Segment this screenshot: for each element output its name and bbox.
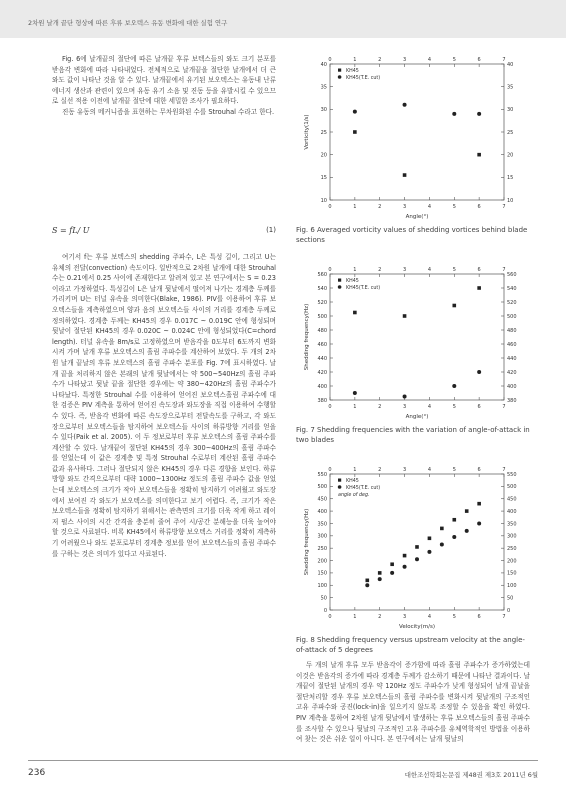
y-tick-label-right: 200	[507, 558, 517, 565]
data-point-square	[403, 554, 407, 558]
y-tick-label-right: 400	[507, 508, 517, 515]
y-tick-label-right: 550	[507, 471, 517, 478]
y-tick-label-right: 40	[507, 61, 514, 68]
y-tick-label: 500	[317, 484, 327, 491]
x-tick-label-top: 4	[427, 57, 432, 63]
x-tick-label: 0	[328, 204, 332, 210]
y-tick-label: 30	[320, 107, 327, 114]
y-tick-label: 400	[317, 508, 327, 515]
paragraph-1: Fig. 6에 날개끝의 절단에 따른 날개끝 후류 보텍스들의 와도 크기 분포를 받음각 변화에 따라 나타내었다. 전체적으로 날개끝을 절단한 날개에서 더 큰 와도 값이 나타난 것을 알 수 있다. 날개끝에서 유기된 보오텍스는 유동내 난류 에너지 생산과 관련이 있으며 유동 유기 소음 및 진동 등을 유발시킬 수 있으므로 실선 적용 이전에 날개끝 절단에 대한 세밀한 조사가 필요하다.	[52, 55, 276, 106]
y-tick-label-right: 380	[507, 397, 517, 404]
data-point-circle	[378, 577, 382, 581]
x-tick-label-top: 7	[502, 467, 506, 473]
x-tick-label: 1	[353, 204, 357, 210]
data-point-circle	[403, 395, 407, 399]
data-point-square	[477, 153, 481, 157]
y-tick-label: 10	[320, 197, 327, 204]
data-point-square	[415, 545, 419, 549]
y-tick-label: 560	[317, 271, 327, 278]
x-tick-label: 2	[378, 404, 382, 410]
y-tick-label: 400	[317, 383, 327, 390]
x-tick-label: 5	[452, 204, 456, 210]
legend-label: KH45(T.E. cut)	[346, 286, 381, 291]
page-number: 236	[28, 768, 46, 778]
y-tick-label: 100	[317, 583, 327, 590]
data-point-square	[365, 579, 369, 583]
x-tick-label: 6	[477, 404, 481, 410]
y-tick-label: 460	[317, 341, 327, 348]
y-tick-label: 550	[317, 471, 327, 478]
y-tick-label: 540	[317, 285, 327, 292]
legend-marker	[338, 75, 342, 79]
y-tick-label-right: 50	[507, 595, 514, 602]
legend-marker	[338, 285, 342, 289]
x-tick-label: 2	[378, 204, 382, 210]
y-tick-label-right: 560	[507, 271, 517, 278]
figure-7-caption: Fig. 7 Shedding frequencies with the variation of angle-of-attack in two blades	[296, 426, 530, 444]
left-column-top	[52, 54, 276, 118]
x-tick-label: 7	[502, 614, 506, 620]
data-point-square	[428, 536, 432, 540]
figure-7-chart	[300, 262, 524, 422]
y-tick-label: 450	[317, 496, 327, 503]
x-tick-label: 3	[402, 404, 407, 410]
data-point-square	[477, 286, 481, 290]
x-tick-label-top: 4	[427, 467, 432, 473]
x-tick-label-top: 3	[402, 467, 407, 473]
x-tick-label-top: 4	[427, 267, 432, 273]
x-tick-label-top: 0	[328, 57, 332, 63]
data-point-square	[465, 509, 469, 513]
data-point-circle	[427, 550, 431, 554]
y-tick-label: 440	[317, 355, 327, 362]
x-tick-label-top: 3	[402, 267, 407, 273]
y-tick-label-right: 20	[507, 152, 514, 159]
x-tick-label: 2	[378, 614, 382, 620]
y-tick-label: 380	[317, 397, 327, 404]
legend-label: KH45	[346, 479, 359, 484]
x-tick-label: 5	[452, 404, 456, 410]
data-point-circle	[403, 103, 407, 107]
equation-1	[52, 226, 276, 235]
y-tick-label: 350	[317, 521, 327, 528]
x-tick-label: 0	[328, 404, 332, 410]
legend-marker	[338, 279, 341, 282]
y-tick-label: 500	[317, 313, 327, 320]
x-tick-label-top: 2	[378, 267, 382, 273]
legend-label: KH45	[346, 69, 359, 74]
paragraph-2: 진동 유동의 메커니즘을 표현하는 무차원화된 수를 Strouhal 수라고 한다.	[62, 107, 275, 116]
y-tick-label-right: 400	[507, 383, 517, 390]
x-tick-label: 1	[353, 614, 357, 620]
data-point-circle	[353, 110, 357, 114]
x-tick-label: 3	[402, 614, 407, 620]
footer-divider	[28, 760, 538, 761]
data-point-circle	[477, 370, 481, 374]
y-tick-label: 50	[320, 595, 327, 602]
data-point-circle	[477, 521, 481, 525]
data-point-circle	[403, 565, 407, 569]
x-tick-label: 7	[502, 204, 506, 210]
data-point-circle	[365, 583, 369, 587]
plot-frame	[330, 274, 504, 400]
x-axis-label: Angle(°)	[405, 214, 429, 220]
legend-marker	[338, 479, 341, 482]
y-tick-label-right: 540	[507, 285, 517, 292]
data-point-square	[378, 571, 382, 575]
y-tick-label-right: 250	[507, 545, 517, 552]
running-header	[0, 0, 566, 38]
x-tick-label-top: 7	[502, 267, 506, 273]
x-tick-label-top: 5	[452, 267, 456, 273]
y-tick-label-right: 15	[507, 175, 514, 182]
data-point-square	[353, 130, 357, 134]
data-point-circle	[452, 112, 456, 116]
x-axis-label: Angle(°)	[405, 414, 429, 420]
x-tick-label: 7	[502, 404, 506, 410]
data-point-circle	[440, 542, 444, 546]
figure-6-chart	[300, 52, 524, 222]
x-tick-label: 0	[328, 614, 332, 620]
y-axis-label: Vorticity(1/s)	[304, 114, 310, 150]
y-tick-label-right: 35	[507, 84, 514, 91]
y-tick-label-right: 450	[507, 496, 517, 503]
y-axis-label: Shedding frequency(Hz)	[304, 508, 310, 576]
y-tick-label-right: 300	[507, 533, 517, 540]
x-tick-label-top: 7	[502, 57, 506, 63]
data-point-circle	[353, 391, 357, 395]
y-tick-label-right: 150	[507, 570, 517, 577]
data-point-circle	[390, 571, 394, 575]
y-tick-label-right: 420	[507, 369, 517, 376]
data-point-square	[452, 518, 456, 522]
data-point-circle	[465, 529, 469, 533]
legend-marker	[338, 69, 341, 72]
figure-6	[300, 52, 524, 226]
figure-7	[300, 262, 524, 426]
y-tick-label: 15	[320, 175, 327, 182]
x-tick-label-top: 2	[378, 467, 382, 473]
y-tick-label-right: 520	[507, 299, 517, 306]
y-axis-label: Shedding frequency(Hz)	[304, 303, 310, 371]
data-point-square	[440, 527, 444, 531]
y-tick-label: 150	[317, 570, 327, 577]
x-tick-label-top: 6	[477, 57, 481, 63]
figure-8-caption: Fig. 8 Shedding frequency versus upstream velocity at the angle-of-attack of 5 degrees	[296, 636, 525, 654]
x-tick-label: 5	[452, 614, 456, 620]
x-tick-label-top: 2	[378, 57, 382, 63]
data-point-square	[390, 562, 394, 566]
data-point-square	[477, 502, 481, 506]
x-tick-label: 4	[427, 204, 432, 210]
y-tick-label: 35	[320, 84, 327, 91]
y-tick-label: 200	[317, 558, 327, 565]
y-tick-label-right: 25	[507, 129, 514, 136]
y-tick-label: 0	[323, 607, 327, 614]
x-tick-label: 3	[402, 204, 407, 210]
data-point-square	[403, 314, 407, 318]
y-tick-label: 480	[317, 327, 327, 334]
y-tick-label: 420	[317, 369, 327, 376]
journal-info: 대한조선학회논문집 제48권 제3호 2011년 6월	[404, 771, 538, 779]
data-point-circle	[452, 535, 456, 539]
y-tick-label: 520	[317, 299, 327, 306]
y-tick-label: 25	[320, 129, 327, 136]
x-tick-label-top: 1	[353, 267, 357, 273]
y-tick-label-right: 30	[507, 107, 514, 114]
figure-8-chart	[300, 462, 524, 632]
x-tick-label: 6	[477, 204, 481, 210]
y-tick-label: 20	[320, 152, 327, 159]
legend-label: KH45(T.E. cut)	[346, 76, 381, 81]
figure-8	[300, 462, 524, 636]
legend-label: KH45(T.E. cut)	[346, 486, 381, 491]
x-tick-label-top: 0	[328, 467, 332, 473]
x-tick-label-top: 5	[452, 57, 456, 63]
x-axis-label: Velocity(m/s)	[399, 624, 435, 630]
chart-annotation: angle of deg.	[338, 493, 370, 498]
y-tick-label-right: 480	[507, 327, 517, 334]
right-column-text	[296, 660, 530, 745]
figure-6-caption: Fig. 6 Averaged vorticity values of shedding vortices behind blade sections	[296, 226, 528, 244]
y-tick-label-right: 460	[507, 341, 517, 348]
data-point-circle	[452, 384, 456, 388]
equation-body: S = fL/ U	[52, 226, 90, 235]
running-title: 2차원 날개 끝단 형상에 따른 후류 보오텍스 유동 변화에 대한 실험 연구	[28, 19, 228, 27]
data-point-square	[403, 173, 407, 177]
y-tick-label-right: 10	[507, 197, 514, 204]
legend-label: KH45	[346, 279, 359, 284]
x-tick-label-top: 6	[477, 267, 481, 273]
y-tick-label-right: 100	[507, 583, 517, 590]
y-tick-label: 300	[317, 533, 327, 540]
y-tick-label-right: 500	[507, 484, 517, 491]
y-tick-label: 250	[317, 545, 327, 552]
data-point-square	[353, 311, 357, 315]
y-tick-label-right: 440	[507, 355, 517, 362]
data-point-circle	[477, 112, 481, 116]
x-tick-label-top: 5	[452, 467, 456, 473]
x-tick-label-top: 6	[477, 467, 481, 473]
legend-marker	[338, 485, 342, 489]
left-column-bottom	[52, 252, 276, 559]
data-point-circle	[415, 557, 419, 561]
paragraph-3: 여기서 f는 후류 보텍스의 shedding 주파수, L은 특성 길이, 그리고 U는 유체의 전달(convection) 속도이다. 일반적으로 2차원 날개에 대한 Strouhal 수는 0.21에서 0.25 사이에 존재한다고 알려져 있고 본 연구에서는 S = 0.23이라고 가정하였다. 특성길이 L은 날개 뒷날에서 떨어져 나가는 경계층 두께를 가리키며 U는 터널 유속을 의미한다(Blake, 1986). PIV를 이용하여 후류 보오텍스들을 계측하였으며 양과 음의 보오텍스들 사이의 거리를 경계층 두께로 정의하였다. 경계층 두께는 KH45의 경우 0.017C ~ 0.019C 안에 형성되며 뒷날이 절단된 KH45의 경우 0.020C ~ 0.024C 안에 형성되었다(C=chord length). 터널 유속을 8m/s로 고정하였으며 받음각을 0도부터 6도까지 변화시켜 가며 날개 후류 보오텍스의 흘림 주파수를 계산하여 보았다. 두 개의 2차원 날개 끝날의 후류 보오텍스의 흘림 주파수 분포를 Fig. 7에 표시하였다. 날개 끝을 처리하지 않은 본래의 날개 뒷날에서는 약 500~540Hz의 흘림 주파수가 나타났고 뒷날 끝을 절단한 경우에는 약 380~420Hz의 흘림 주파수가 나타났다. 특정한 Strouhal 수를 이용하여 얻어진 보오텍스흘림 주파수에 대한 검증은 PIV 계측을 통하여 얻어진 속도장과 와도장을 직접 이용하여 수행할 수 있다. 즉, 받음각 변화에 따른 속도장으로부터 전달속도를 구하고, 각 와도장으로부터 보오텍스들을 탐지하여 보오텍스들 사이의 하류방향 거리를 얻을 수 있다(Paik et al. 2005). 이 두 정보로부터 후류 보오텍스의 흘림 주파수를 계산할 수 있다. 날개끝이 절단된 KH45의 경우 300~400Hz의 흘림 주파수를 얻었는데 이 값은 경계층 및 특정 Strouhal 수로부터 계산된 흘림 주파수 값과 유사하다. 그러나 절단되지 않은 KH45의 경우 다른 경향을 보인다. 하류방향 와도 간격으로부터 대략 1000~1300Hz 정도의 흘림 주파수 값을 얻었는데 보오텍스의 크기가 작아 보오텍스들을 정확히 탐지하기 어려웠고 와도장에서 보여진 각 와도가 보오텍스를 의미한다고 보기 어렵다. 즉, 크기가 작은 보오텍스들을 정확히 탐지하기 위해서는 관측면의 크기를 더욱 작게 하고 레이저 펄스 사이의 시간 간격을 충분히 줄여 주어 시/공간 분해능을 더욱 높여야 할 것으로 사료된다. 비록 KH45에서 하류방향 보오텍스 거리를 정확히 계측하기 어려웠으나 와도 분포로부터 경계층 정보를 얻어 보오텍스들의 흘림 주파수를 구하는 것은 의미가 있다고 사료된다.	[52, 253, 276, 558]
paragraph-right: 두 개의 날개 후류 모두 받음각이 증가함에 따라 흘림 주파수가 증가하였는데 이것은 받음각의 증가에 따라 경계층 두께가 감소하기 때문에 나타난 결과이다. 날개끝이 절단된 날개의 경우 약 120Hz 정도 주파수가 낮게 형성되어 날개 끝날을 절단처리할 경우 후류 보오텍스들의 흘림 주파수를 변화시켜 뒷날개의 구조적인 고유 주파수와 공진(lock-in)을 일으키지 않도록 조정할 수 있음을 확인 하였다. PIV 계측을 통하여 2차원 날개 뒷날에서 발생하는 후류 보오텍스들의 흘림 주파수를 조사할 수 있으나 뒷날의 구조적인 고유 주파수를 유체역학적인 방법을 이용하여 찾는 것은 쉬운 일이 아니다. 본 연구에서는 날개 뒷날의	[296, 661, 530, 744]
x-tick-label: 1	[353, 404, 357, 410]
x-tick-label-top: 1	[353, 57, 357, 63]
y-tick-label-right: 0	[507, 607, 511, 614]
x-tick-label-top: 1	[353, 467, 357, 473]
y-tick-label-right: 350	[507, 521, 517, 528]
x-tick-label: 4	[427, 404, 432, 410]
equation-number: (1)	[266, 226, 276, 234]
data-point-square	[452, 304, 456, 308]
x-tick-label: 6	[477, 614, 481, 620]
x-tick-label-top: 0	[328, 267, 332, 273]
x-tick-label-top: 3	[402, 57, 407, 63]
y-tick-label: 40	[320, 61, 327, 68]
y-tick-label-right: 500	[507, 313, 517, 320]
x-tick-label: 4	[427, 614, 432, 620]
